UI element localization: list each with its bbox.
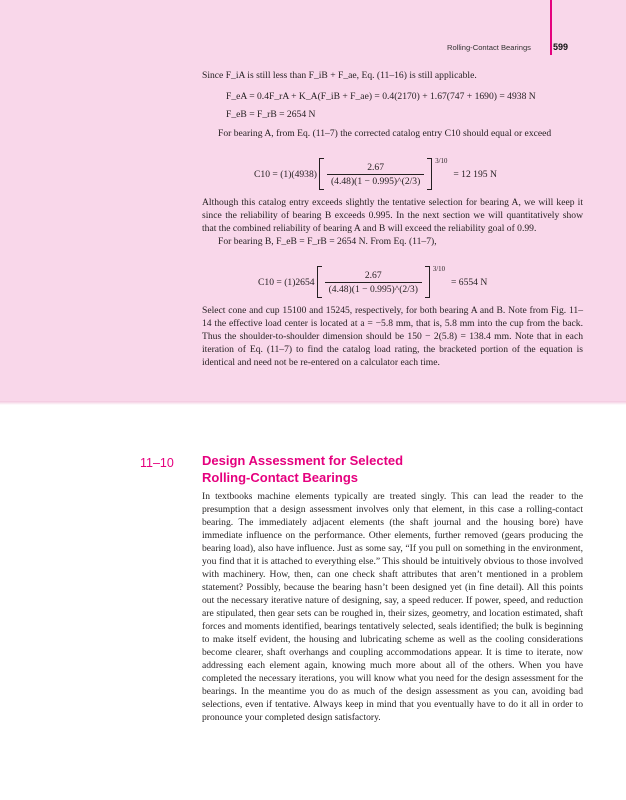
eqB-lhs: C10 = (1)2654: [258, 276, 315, 288]
eqA-exponent: 3/10: [435, 157, 448, 165]
section-title-line-1: Design Assessment for Selected: [202, 453, 404, 468]
p-although-block: [202, 196, 583, 248]
section-body-block: [202, 490, 583, 724]
running-title: Rolling-Contact Bearings: [446, 43, 531, 52]
page-number: 599: [552, 42, 568, 52]
eqB-numerator: 2.67: [364, 269, 382, 281]
equation-FeA: F_eA = 0.4F_rA + K_A(F_iB + F_ae) = 0.4(2170) + 1.67(747 + 1690) = 4938 N: [226, 91, 536, 102]
running-head: [447, 42, 568, 52]
eqA-numerator: 2.67: [367, 161, 385, 173]
p-since-block: [202, 69, 583, 82]
paragraph-select: Select cone and cup 15100 and 15245, respectively, for both bearing A and B. Note from Fig. 11–14 the effective load center is located at a = −5.8 mm, that is, 5.8 mm into the cup from the back. Thus the shoulder-to-shoulder dimension should be 150 − 2(5.8) = 138.4 mm. Note that in each iteration of Eq. (11–7) to find the catalog load rating, the bracketed portion of the equation is identical and need not be re-entered on a calculator each time.: [202, 305, 583, 368]
bracket-right: [425, 266, 430, 298]
section-number: 11–10: [140, 456, 174, 470]
eqB-exponent: 3/10: [432, 265, 445, 273]
eqA-denominator: (4.48)(1 − 0.995)^(2/3): [327, 174, 424, 187]
eqB-rhs: = 6554 N: [450, 276, 488, 288]
eqA-fraction: [324, 162, 427, 187]
eqB-fraction: [322, 270, 425, 295]
section-title-line-2: Rolling-Contact Bearings: [202, 470, 359, 485]
equation-C10-B: [258, 266, 487, 298]
p-select-block: [202, 304, 583, 369]
section-title: [202, 452, 602, 486]
paragraph-bearing-a: For bearing A, from Eq. (11–7) the corrected catalog entry C10 should equal or exceed: [218, 128, 552, 139]
section-body-paragraph: In textbooks machine elements typically are treated singly. This can lead the reader to the presumption that a design assessment involves only that element, in this case a rolling-contact bearing. The immediately adjacent elements (the shaft journal and the housing bore) have immediate influence on the performance. Other elements, further removed (gears producing the bearing load), also have influence. Just as some say, “If you pull on something in the environment, you find that it is attached to everything else.” This should be intuitively obvious to those involved with machinery. How, then, can one check shaft attributes that aren’t mentioned in a problem statement? Possibly, because the bearing hasn’t been designed yet (in fine detail). All this points out the necessary iterative nature of designing, say, a speed reducer. If power, speed, and reduction are stipulated, then gear sets can be roughed in, their sizes, geometry, and location estimated, shaft forces and moments identified, bearings tentatively selected, seals identified; the bulk is beginning to make itself evident, the housing and lubricating scheme as well as the cooling considerations become clearer, shaft overhangs and coupling accommodations appear. It is time to iterate, now addressing each element again, knowing much more about all of the others. When you have completed the necessary iterations, you will know what you need for the design assessment for the bearings. In the meantime you do as much of the design assessment as you can, avoiding bad selections, even if tentative. Always keep in mind that you eventually have to do it all in order to pronounce your completed design satisfactory.: [202, 491, 583, 723]
equation-FeB: F_eB = F_rB = 2654 N: [226, 109, 316, 120]
paragraph-bearing-b: For bearing B, F_eB = F_rB = 2654 N. From Eq. (11–7),: [218, 236, 437, 247]
paragraph-although: Although this catalog entry exceeds slightly the tentative selection for bearing A, we will keep it since the reliability of bearing B exceeds 0.995. In the next section we will quantitatively show that the combined reliability of bearing A and B will exceed the reliability goal of 0.99.: [202, 197, 583, 234]
bracket-right: [427, 158, 432, 190]
eqA-rhs: = 12 195 N: [453, 168, 497, 180]
eqA-lhs: C10 = (1)(4938): [254, 168, 317, 180]
p-bearingA-block: [202, 127, 583, 140]
equation-C10-A: [254, 158, 497, 190]
paragraph-since: Since F_iA is still less than F_iB + F_ae, Eq. (11–16) is still applicable.: [202, 70, 477, 81]
band-edge: [0, 401, 626, 405]
eqB-denominator: (4.48)(1 − 0.995)^(2/3): [325, 282, 422, 295]
